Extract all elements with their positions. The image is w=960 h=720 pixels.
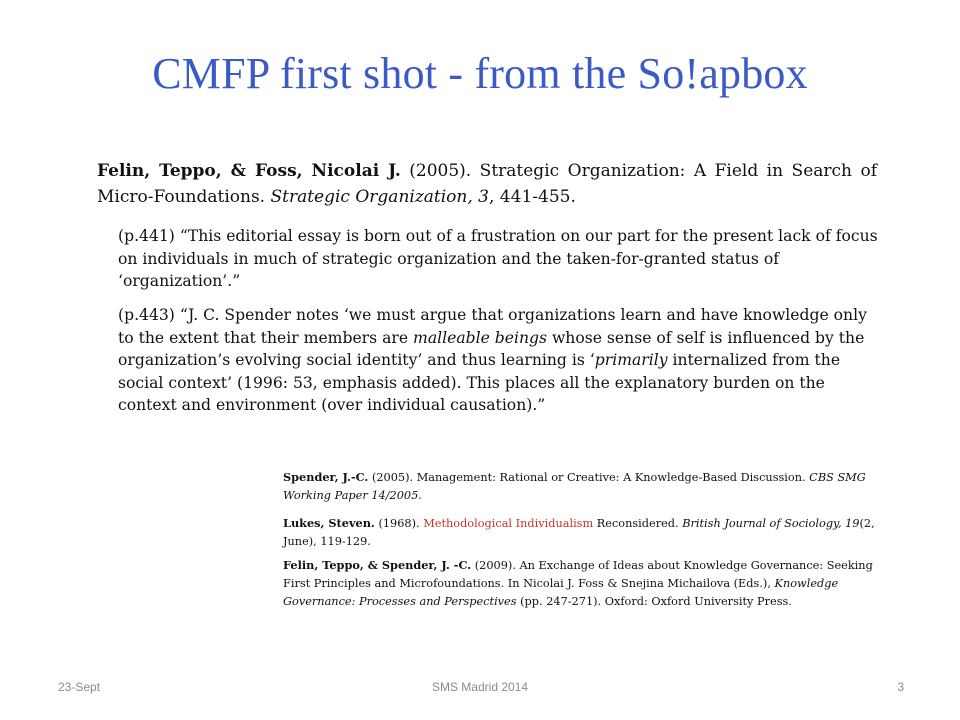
footer-page-number: 3 [897, 680, 904, 694]
main-reference-authors: Felin, Teppo, & Foss, Nicolai J. [97, 161, 401, 181]
quote-p443-part1: (p.443) “J. C. Spender notes ‘we must argue that organizations learn and have knowledge only to the extent that their members are [118, 306, 867, 347]
main-reference-pages: , 441-455. [489, 187, 576, 207]
main-reference-journal: Strategic Organization, 3 [270, 187, 489, 207]
main-reference [97, 158, 877, 210]
quote-p443-emphasis1: malleable beings [413, 328, 547, 347]
quote-p443-part3: internalized from the social context’ (1996: 53, emphasis added). This places all the explanatory burden on the context and environment (over individual causation).” [118, 351, 841, 414]
footer-date: 23-Sept [58, 680, 101, 694]
reference-felin-text: (2009). An Exchange of Ideas about Knowledge Governance: Seeking First Principles and Microfoundations. In Nicolai J. Foss & Snejina Michailova (Eds.), [283, 559, 873, 590]
reference-lukes [283, 514, 883, 551]
quote-p441: (p.441) “This editorial essay is born out of a frustration on our part for the present lack of focus on individuals in much of strategic organization and the taken-for-granted status of ‘organization’.” [118, 227, 878, 290]
reference-felin-spender [283, 556, 883, 611]
footer-event: SMS Madrid 2014 [431, 680, 529, 694]
reference-lukes-journal: British Journal of Sociology, 19 [682, 517, 860, 530]
reference-lukes-highlight: Methodological Individualism [423, 517, 594, 530]
reference-spender-source: CBS SMG Working Paper 14/2005. [283, 471, 866, 502]
slide-title: CMFP first shot - from the So!apbox [152, 49, 808, 98]
reference-spender [283, 468, 883, 505]
reference-lukes-rest: (2, June), 119-129. [283, 517, 875, 548]
reference-felin-book: Knowledge Governance: Processes and Perspectives [283, 577, 839, 608]
reference-lukes-text: Reconsidered. [593, 517, 683, 530]
quote-p443-emphasis2: primarily [594, 351, 668, 369]
reference-spender-author: Spender, J.-C. [283, 470, 369, 484]
reference-spender-text: (2005). Management: Rational or Creative: A Knowledge-Based Discussion. [368, 471, 810, 484]
quote-p443-part2: whose sense of self is influenced by the organization’s evolving social identity’ and thus learning is ‘ [118, 328, 865, 369]
main-reference-year-title: (2005). Strategic Organization: A Field in Search of Micro-Foundations. [97, 161, 877, 207]
reference-felin-rest: (pp. 247-271). Oxford: Oxford University Press. [516, 595, 792, 608]
reference-felin-author: Felin, Teppo, & Spender, J. -C. [283, 558, 472, 572]
reference-lukes-year: (1968). [374, 517, 424, 530]
reference-lukes-author: Lukes, Steven. [283, 516, 375, 530]
quote-p443 [118, 304, 883, 417]
